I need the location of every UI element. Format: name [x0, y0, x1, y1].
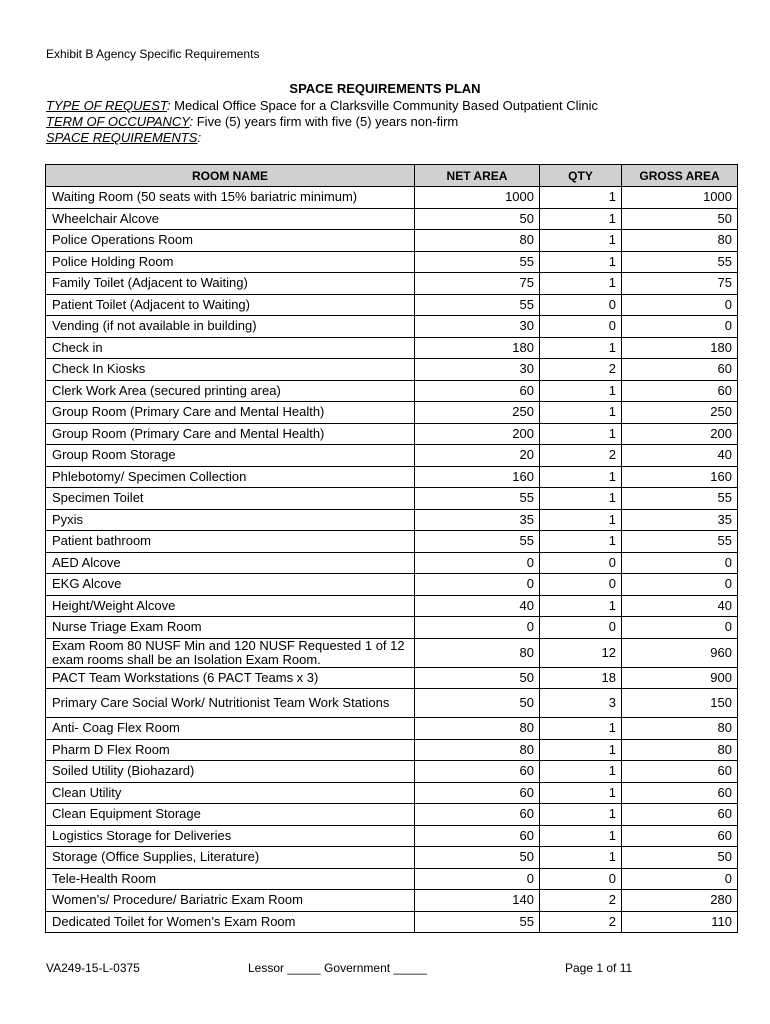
qty-cell: 2 [540, 445, 622, 467]
net-area-cell: 55 [415, 911, 540, 933]
room-name-cell: Clean Utility [46, 782, 415, 804]
table-row [46, 380, 738, 402]
qty-cell: 2 [540, 890, 622, 912]
table-row [46, 638, 738, 667]
gross-area-cell: 80 [622, 230, 738, 252]
room-name-cell: Wheelchair Alcove [46, 208, 415, 230]
qty-cell: 1 [540, 423, 622, 445]
table-row [46, 847, 738, 869]
table-row [46, 718, 738, 740]
space-requirements-label: SPACE REQUIREMENTS [46, 130, 198, 145]
gross-area-cell: 40 [622, 445, 738, 467]
room-name-cell: Police Holding Room [46, 251, 415, 273]
gross-area-cell: 55 [622, 251, 738, 273]
qty-cell: 1 [540, 531, 622, 553]
type-of-request-label: TYPE OF REQUEST [46, 98, 167, 113]
table-row [46, 509, 738, 531]
gross-area-cell: 0 [622, 574, 738, 596]
qty-cell: 1 [540, 208, 622, 230]
net-area-cell: 75 [415, 273, 540, 295]
net-area-cell: 50 [415, 689, 540, 718]
net-area-cell: 55 [415, 531, 540, 553]
table-row [46, 294, 738, 316]
gross-area-cell: 60 [622, 782, 738, 804]
table-row [46, 804, 738, 826]
table-row [46, 595, 738, 617]
type-of-request-line [46, 98, 598, 114]
table-row [46, 273, 738, 295]
table-row [46, 574, 738, 596]
net-area-cell: 60 [415, 380, 540, 402]
table-row [46, 617, 738, 639]
qty-cell: 1 [540, 847, 622, 869]
col-room-name: ROOM NAME [46, 165, 415, 187]
qty-cell: 1 [540, 488, 622, 510]
gross-area-cell: 200 [622, 423, 738, 445]
room-name-cell: Group Room (Primary Care and Mental Health) [46, 402, 415, 424]
space-requirements-line [46, 130, 201, 146]
gross-area-cell: 50 [622, 208, 738, 230]
gross-area-cell: 55 [622, 488, 738, 510]
qty-cell: 1 [540, 739, 622, 761]
gross-area-cell: 75 [622, 273, 738, 295]
table-row [46, 868, 738, 890]
term-of-occupancy-label: TERM OF OCCUPANCY [46, 114, 190, 129]
room-name-cell: Police Operations Room [46, 230, 415, 252]
net-area-cell: 60 [415, 782, 540, 804]
table-row [46, 782, 738, 804]
room-name-cell: Soiled Utility (Biohazard) [46, 761, 415, 783]
gross-area-cell: 60 [622, 380, 738, 402]
document-number: VA249-15-L-0375 [46, 961, 140, 975]
table-row [46, 466, 738, 488]
qty-cell: 2 [540, 911, 622, 933]
room-name-cell: Exam Room 80 NUSF Min and 120 NUSF Requested 1 of 12 exam rooms shall be an Isolation Exam Room. [46, 638, 415, 667]
table-row [46, 552, 738, 574]
net-area-cell: 30 [415, 359, 540, 381]
gross-area-cell: 60 [622, 359, 738, 381]
gross-area-cell: 80 [622, 718, 738, 740]
table-row [46, 316, 738, 338]
qty-cell: 1 [540, 509, 622, 531]
room-name-cell: Check in [46, 337, 415, 359]
room-name-cell: EKG Alcove [46, 574, 415, 596]
qty-cell: 1 [540, 337, 622, 359]
room-name-cell: Primary Care Social Work/ Nutritionist Team Work Stations [46, 689, 415, 718]
qty-cell: 1 [540, 718, 622, 740]
room-name-cell: Clerk Work Area (secured printing area) [46, 380, 415, 402]
qty-cell: 18 [540, 667, 622, 689]
room-name-cell: Storage (Office Supplies, Literature) [46, 847, 415, 869]
space-requirements-table [45, 164, 738, 933]
qty-cell: 1 [540, 804, 622, 826]
gross-area-cell: 110 [622, 911, 738, 933]
qty-cell: 1 [540, 380, 622, 402]
gross-area-cell: 960 [622, 638, 738, 667]
gross-area-cell: 0 [622, 552, 738, 574]
net-area-cell: 60 [415, 761, 540, 783]
table-row [46, 445, 738, 467]
qty-cell: 1 [540, 402, 622, 424]
qty-cell: 1 [540, 825, 622, 847]
net-area-cell: 30 [415, 316, 540, 338]
gross-area-cell: 160 [622, 466, 738, 488]
exhibit-heading: Exhibit B Agency Specific Requirements [46, 47, 260, 61]
table-row [46, 890, 738, 912]
gross-area-cell: 55 [622, 531, 738, 553]
net-area-cell: 40 [415, 595, 540, 617]
colon: : [166, 98, 171, 113]
gross-area-cell: 0 [622, 294, 738, 316]
table-row [46, 739, 738, 761]
net-area-cell: 0 [415, 552, 540, 574]
room-name-cell: Patient Toilet (Adjacent to Waiting) [46, 294, 415, 316]
room-name-cell: Group Room (Primary Care and Mental Health) [46, 423, 415, 445]
gross-area-cell: 150 [622, 689, 738, 718]
page-number: Page 1 of 11 [565, 961, 633, 975]
net-area-cell: 55 [415, 488, 540, 510]
room-name-cell: Patient bathroom [46, 531, 415, 553]
net-area-cell: 35 [415, 509, 540, 531]
net-area-cell: 60 [415, 804, 540, 826]
room-name-cell: Logistics Storage for Deliveries [46, 825, 415, 847]
table-row [46, 761, 738, 783]
initials-line: Lessor _____ Government _____ [248, 961, 427, 975]
room-name-cell: Clean Equipment Storage [46, 804, 415, 826]
room-name-cell: Women’s/ Procedure/ Bariatric Exam Room [46, 890, 415, 912]
gross-area-cell: 60 [622, 825, 738, 847]
gross-area-cell: 900 [622, 667, 738, 689]
table-row [46, 402, 738, 424]
table-row [46, 251, 738, 273]
table-row [46, 359, 738, 381]
gross-area-cell: 40 [622, 595, 738, 617]
net-area-cell: 1000 [415, 187, 540, 209]
room-name-cell: Phlebotomy/ Specimen Collection [46, 466, 415, 488]
room-name-cell: Dedicated Toilet for Women’s Exam Room [46, 911, 415, 933]
net-area-cell: 0 [415, 574, 540, 596]
room-name-cell: Pharm D Flex Room [46, 739, 415, 761]
qty-cell: 12 [540, 638, 622, 667]
qty-cell: 1 [540, 595, 622, 617]
table-row [46, 337, 738, 359]
table-row [46, 911, 738, 933]
qty-cell: 0 [540, 552, 622, 574]
gross-area-cell: 0 [622, 868, 738, 890]
net-area-cell: 80 [415, 739, 540, 761]
room-name-cell: Family Toilet (Adjacent to Waiting) [46, 273, 415, 295]
room-name-cell: PACT Team Workstations (6 PACT Teams x 3) [46, 667, 415, 689]
net-area-cell: 80 [415, 230, 540, 252]
qty-cell: 0 [540, 574, 622, 596]
room-name-cell: Specimen Toilet [46, 488, 415, 510]
room-name-cell: AED Alcove [46, 552, 415, 574]
table-row [46, 531, 738, 553]
table-row [46, 423, 738, 445]
col-qty: QTY [540, 165, 622, 187]
gross-area-cell: 80 [622, 739, 738, 761]
qty-cell: 0 [540, 617, 622, 639]
table-row [46, 488, 738, 510]
gross-area-cell: 250 [622, 402, 738, 424]
term-of-occupancy-line [46, 114, 458, 130]
table-row [46, 187, 738, 209]
term-of-occupancy-value: Five (5) years firm with five (5) years non-firm [193, 114, 459, 129]
qty-cell: 0 [540, 868, 622, 890]
qty-cell: 1 [540, 761, 622, 783]
gross-area-cell: 180 [622, 337, 738, 359]
gross-area-cell: 0 [622, 617, 738, 639]
table-row [46, 208, 738, 230]
type-of-request-value: Medical Office Space for a Clarksville Community Based Outpatient Clinic [170, 98, 598, 113]
net-area-cell: 160 [415, 466, 540, 488]
qty-cell: 1 [540, 466, 622, 488]
net-area-cell: 200 [415, 423, 540, 445]
gross-area-cell: 35 [622, 509, 738, 531]
qty-cell: 0 [540, 294, 622, 316]
room-name-cell: Group Room Storage [46, 445, 415, 467]
room-name-cell: Check In Kiosks [46, 359, 415, 381]
qty-cell: 1 [540, 187, 622, 209]
gross-area-cell: 50 [622, 847, 738, 869]
room-name-cell: Tele-Health Room [46, 868, 415, 890]
table-row [46, 825, 738, 847]
room-name-cell: Height/Weight Alcove [46, 595, 415, 617]
col-gross-area: GROSS AREA [622, 165, 738, 187]
table-header-row [46, 165, 738, 187]
net-area-cell: 80 [415, 718, 540, 740]
net-area-cell: 50 [415, 208, 540, 230]
qty-cell: 1 [540, 782, 622, 804]
qty-cell: 1 [540, 273, 622, 295]
room-name-cell: Vending (if not available in building) [46, 316, 415, 338]
qty-cell: 1 [540, 230, 622, 252]
net-area-cell: 140 [415, 890, 540, 912]
net-area-cell: 20 [415, 445, 540, 467]
room-name-cell: Pyxis [46, 509, 415, 531]
net-area-cell: 60 [415, 825, 540, 847]
net-area-cell: 55 [415, 294, 540, 316]
gross-area-cell: 0 [622, 316, 738, 338]
colon: : [189, 114, 194, 129]
qty-cell: 1 [540, 251, 622, 273]
qty-cell: 2 [540, 359, 622, 381]
table-row [46, 689, 738, 718]
net-area-cell: 80 [415, 638, 540, 667]
net-area-cell: 180 [415, 337, 540, 359]
room-name-cell: Anti- Coag Flex Room [46, 718, 415, 740]
room-name-cell: Waiting Room (50 seats with 15% bariatric minimum) [46, 187, 415, 209]
net-area-cell: 50 [415, 667, 540, 689]
qty-cell: 0 [540, 316, 622, 338]
colon: : [197, 130, 202, 145]
net-area-cell: 55 [415, 251, 540, 273]
table-row [46, 230, 738, 252]
net-area-cell: 50 [415, 847, 540, 869]
col-net-area: NET AREA [415, 165, 540, 187]
gross-area-cell: 60 [622, 761, 738, 783]
gross-area-cell: 280 [622, 890, 738, 912]
qty-cell: 3 [540, 689, 622, 718]
gross-area-cell: 60 [622, 804, 738, 826]
net-area-cell: 250 [415, 402, 540, 424]
net-area-cell: 0 [415, 868, 540, 890]
document-title: SPACE REQUIREMENTS PLAN [289, 81, 481, 96]
net-area-cell: 0 [415, 617, 540, 639]
gross-area-cell: 1000 [622, 187, 738, 209]
room-name-cell: Nurse Triage Exam Room [46, 617, 415, 639]
table-row [46, 667, 738, 689]
